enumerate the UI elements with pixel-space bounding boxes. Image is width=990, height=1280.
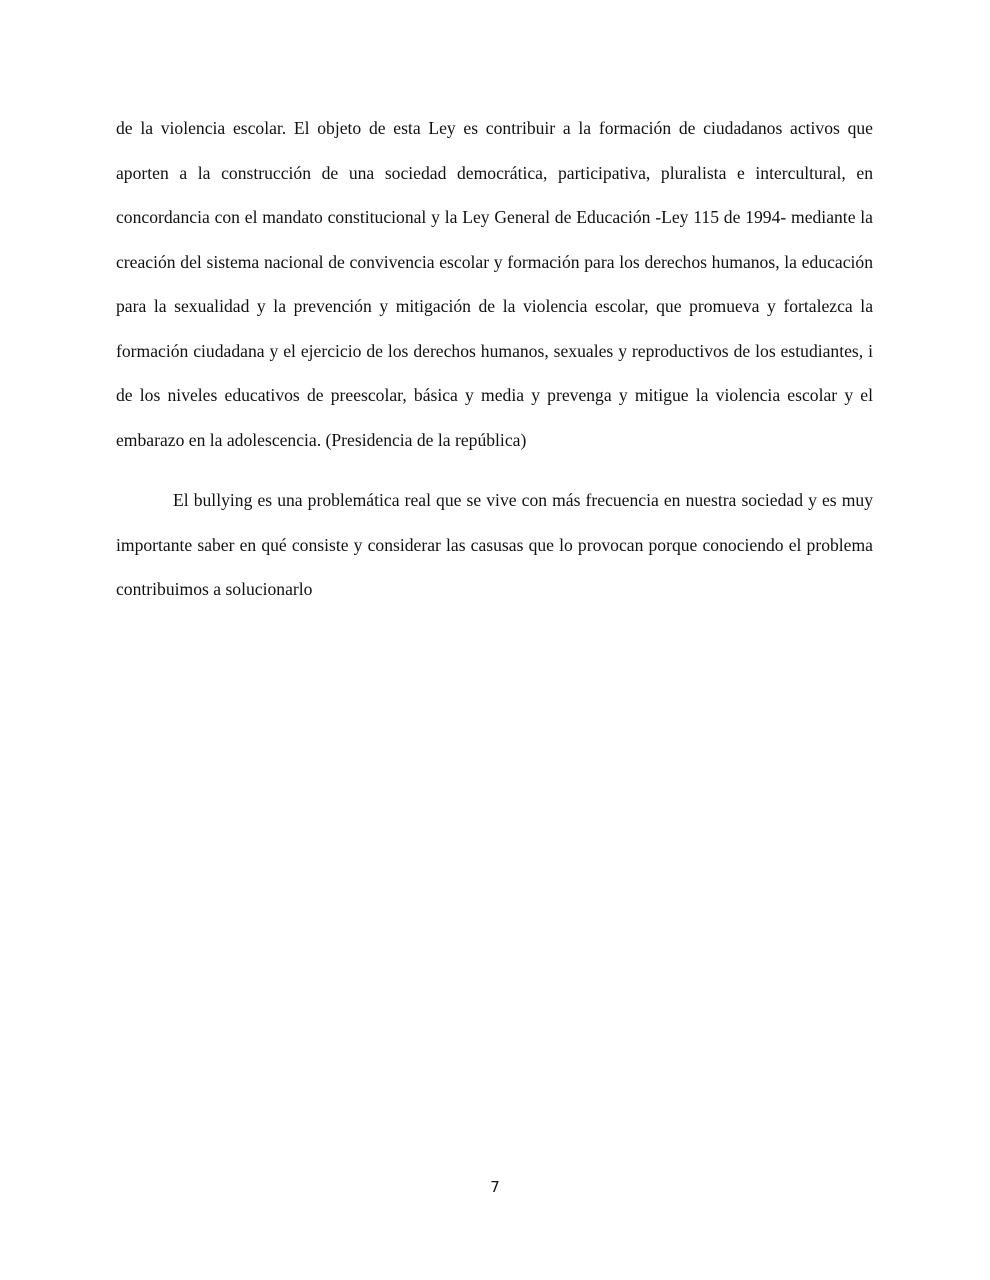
- page-number: 7: [490, 1178, 500, 1196]
- body-text: [116, 106, 873, 612]
- paragraph-bullying: El bullying es una problemática real que se vive con más frecuencia en nuestra sociedad y es muy importante saber en qué consiste y considerar las casusas que lo provocan porque conociendo el problema contribuimos a solucionarlo: [116, 490, 873, 599]
- paragraph-ley-convivencia: de la violencia escolar. El objeto de esta Ley es contribuir a la formación de ciudadanos activos que aporten a la construcción de una sociedad democrática, participativa, pluralista e intercultural, en concordancia con el mandato constitucional y la Ley General de Educación -Ley 115 de 1994- mediante la creación del sistema nacional de convivencia escolar y formación para los derechos humanos, la educación para la sexualidad y la prevención y mitigación de la violencia escolar, que promueva y fortalezca la formación ciudadana y el ejercicio de los derechos humanos, sexuales y reproductivos de los estudiantes, i de los niveles educativos de preescolar, básica y media y prevenga y mitigue la violencia escolar y el embarazo en la adolescencia. (Presidencia de la república): [116, 118, 873, 450]
